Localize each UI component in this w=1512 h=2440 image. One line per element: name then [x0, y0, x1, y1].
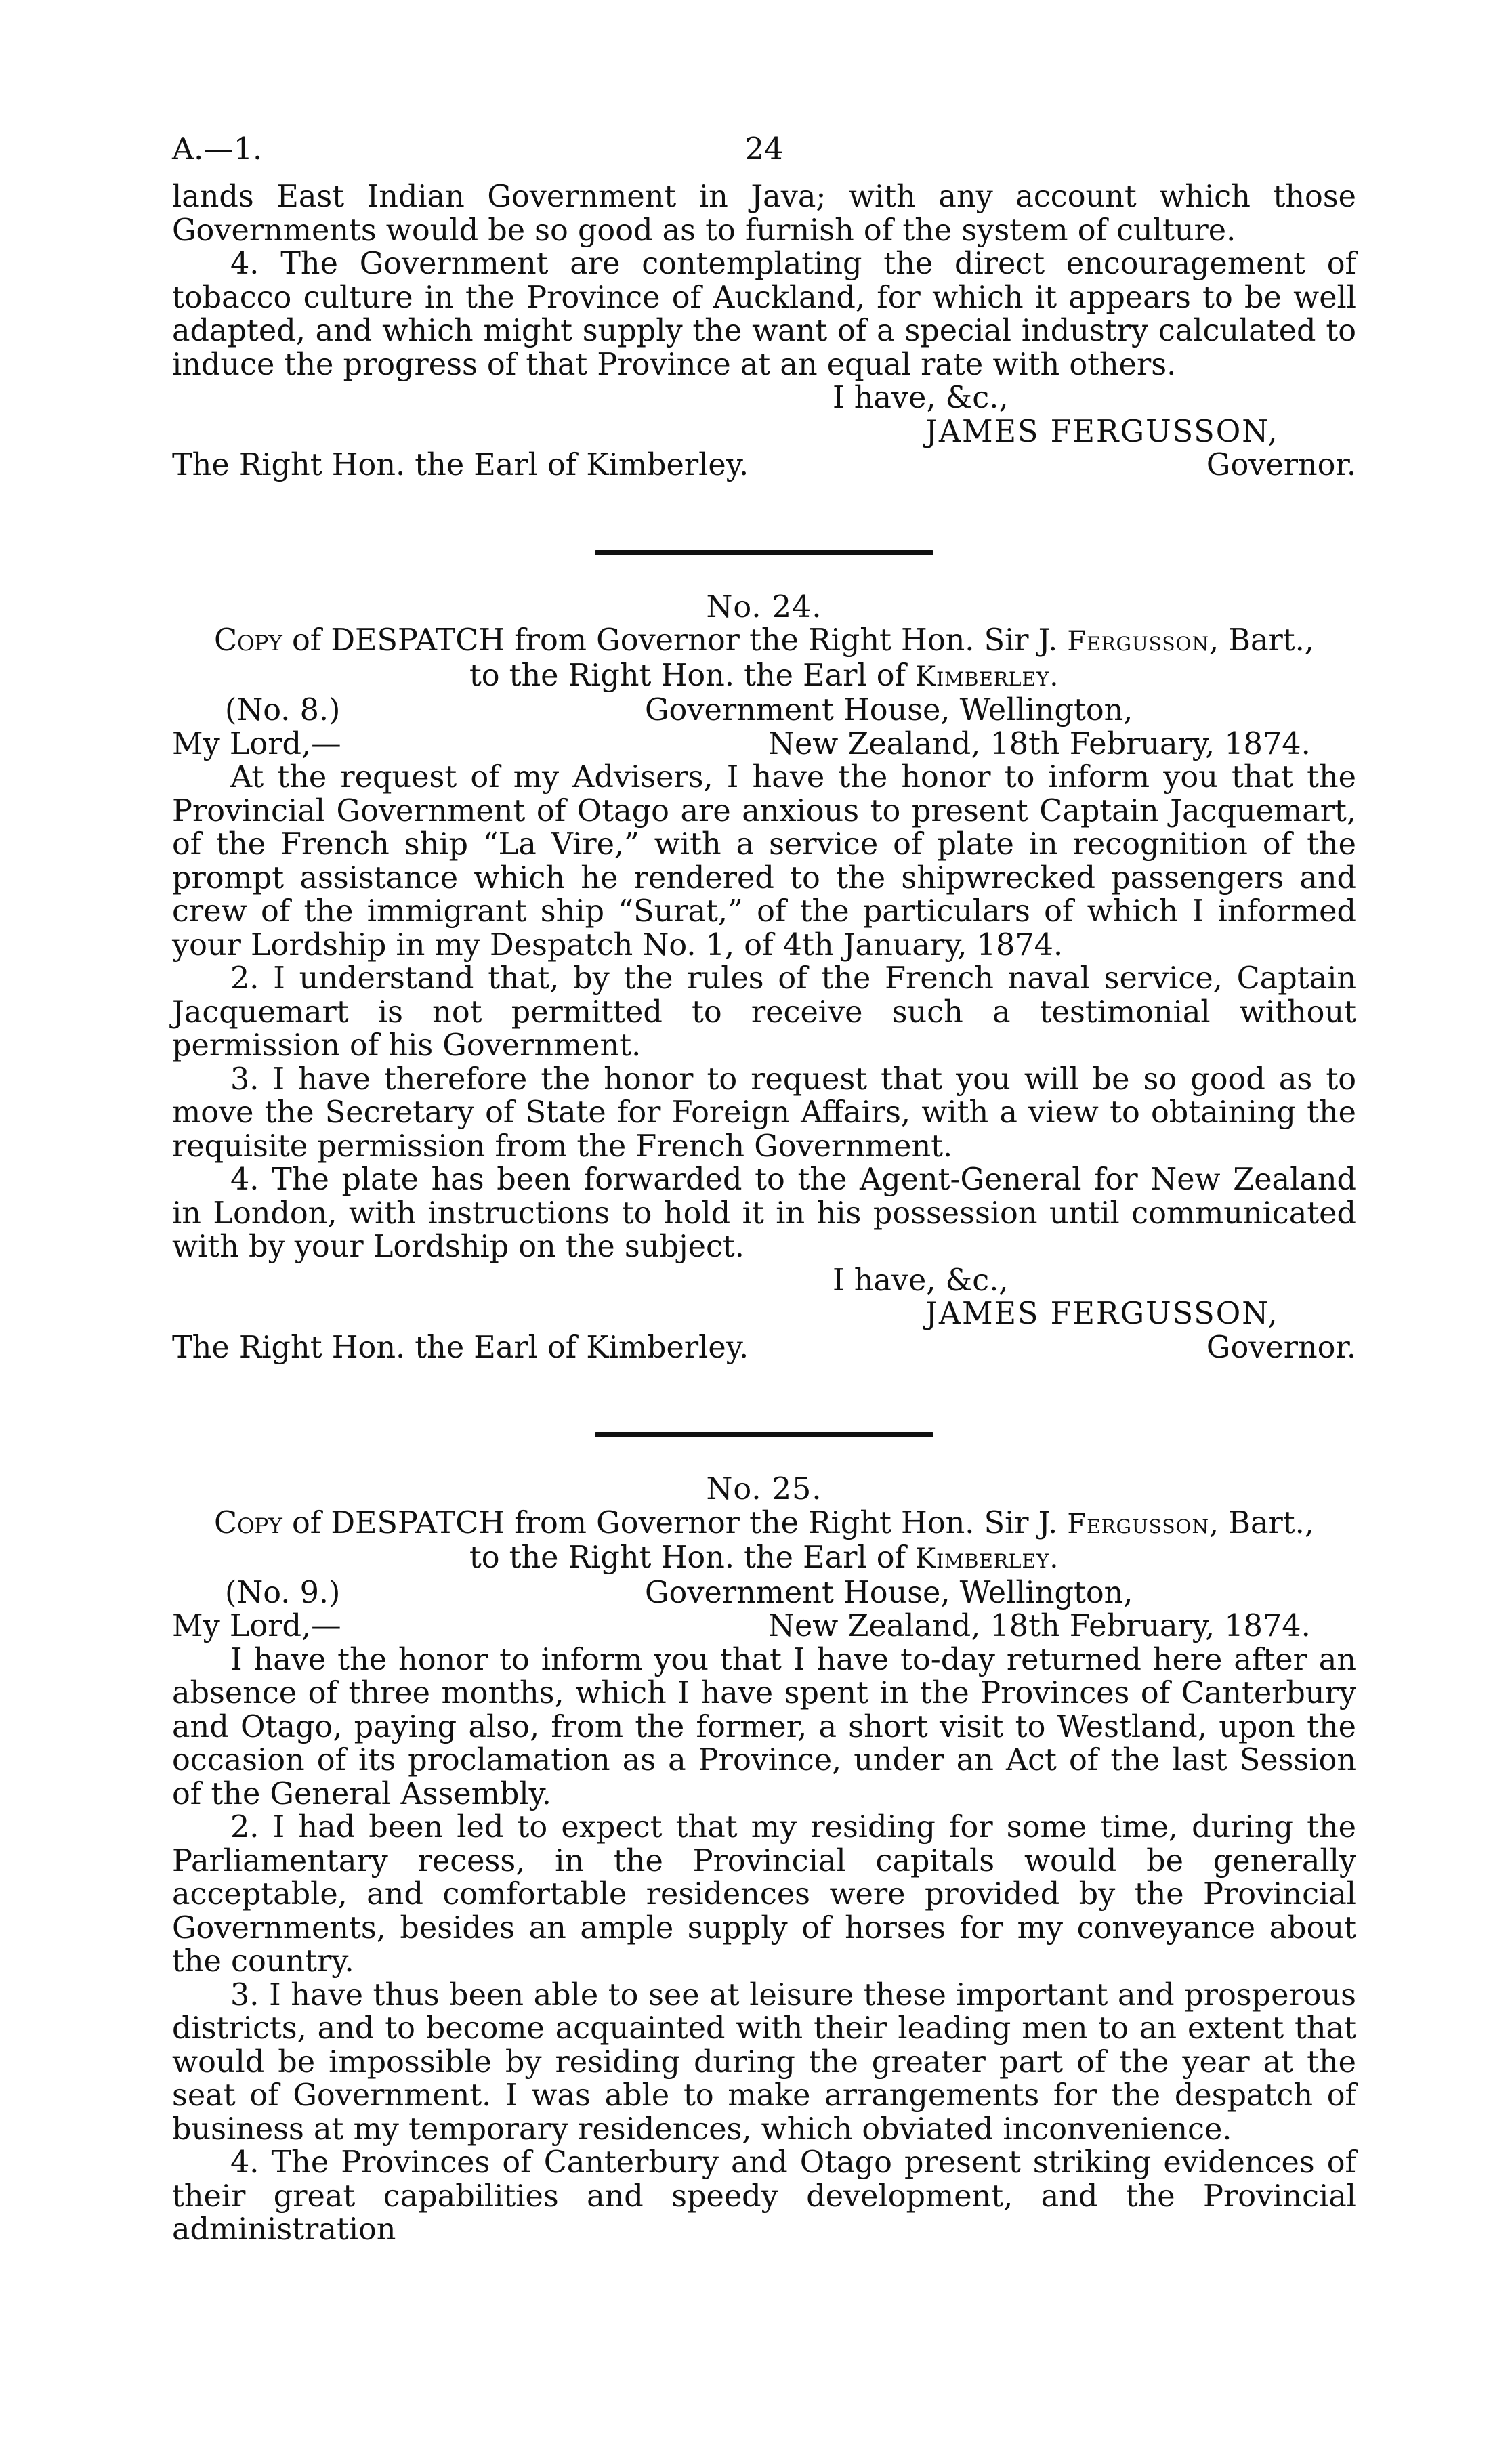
despatch-place: Government House, Wellington,: [645, 1575, 1133, 1610]
salutation-date-line: [172, 1610, 1356, 1643]
addressee-row: [172, 448, 1356, 482]
paragraph: 2. I understand that, by the rules of the French naval service, Captain Jacquemart is not permitted to receive such a testimonial without permission of his Government.: [172, 961, 1356, 1063]
title-main: of DESPATCH from Governor the Right Hon. Sir J.: [282, 623, 1068, 658]
despatch-title: [172, 1507, 1356, 1542]
title-lead: Copy: [214, 1505, 282, 1540]
signer-name: JAMES FERGUSSON,: [925, 1297, 1279, 1331]
despatch-number: No. 24.: [706, 589, 822, 625]
title-line2-lead: to the Right Hon. the Earl of: [469, 1540, 916, 1575]
closing: I have, &c.,: [833, 381, 1009, 415]
series-label: A.—1.: [172, 132, 263, 167]
paragraph: I have the honor to inform you that I have to-day returned here after an absence of three months, which I have spent in the Provinces of Canterbury and Otago, paying also, from the former, a short visit to Westland, upon the occasion of its proclamation as a Province, under an Act of the last Session of the General Assembly.: [172, 1642, 1356, 1811]
salutation-date-line: [172, 728, 1356, 761]
title-name: Fergusson: [1067, 1508, 1209, 1540]
closing: I have, &c.,: [833, 1263, 1009, 1298]
ref-place-line: [172, 1576, 1356, 1610]
paragraph: 4. The plate has been forwarded to the Agent-General for New Zealand in London, with instructions to hold it in his possession until communicated with by your Lordship on the subject.: [172, 1162, 1356, 1264]
section-divider: [595, 550, 933, 555]
section-divider: [595, 1432, 933, 1437]
title-line2-lead: to the Right Hon. the Earl of: [469, 658, 916, 693]
paragraph: 4. The Provinces of Canterbury and Otago present striking evidences of their great capabilities and speedy development, and the Provincial administration: [172, 2145, 1356, 2247]
previous-despatch-continuation: [172, 180, 1356, 482]
paragraph: 3. I have therefore the honor to request that you will be so good as to move the Secretary of State for Foreign Affairs, with a view to obtaining the requisite permission from the French Government.: [172, 1061, 1356, 1164]
despatch-25: [172, 1473, 1356, 2247]
title-name: Fergusson: [1067, 626, 1209, 657]
paragraph: 2. I had been led to expect that my residing for some time, during the Parliamentary recess, in the Provincial capitals would be generally acceptable, and comfortable residences were provided by the Provincial Governments, besides an ample supply of horses for my conveyance about the country.: [172, 1810, 1356, 1979]
despatch-place: Government House, Wellington,: [645, 693, 1133, 728]
despatch-title-line2: [172, 1541, 1356, 1576]
despatch-title: [172, 624, 1356, 659]
addressee: The Right Hon. the Earl of Kimberley.: [172, 1330, 749, 1365]
addressee: The Right Hon. the Earl of Kimberley.: [172, 448, 749, 482]
signer-name: JAMES FERGUSSON,: [925, 414, 1279, 449]
paragraph: At the request of my Advisers, I have the honor to inform you that the Provincial Government of Otago are anxious to present Captain Jacquemart, of the French ship “La Vire,” with a service of plate in recognition of the prompt assistance which he rendered to the shipwrecked passengers and crew of the immigrant ship “Surat,” of the particulars of which I informed your Lordship in my Despatch No. 1, of 4th January, 1874.: [172, 760, 1356, 963]
title-lead: Copy: [214, 623, 282, 658]
paragraph: 3. I have thus been able to see at leisure these important and prosperous districts, and to become acquainted with their leading men to an extent that would be impossible by residing during the greater part of the year at the seat of Government. I was able to make arrangements for the despatch of business at my temporary residences, which obviated inconvenience.: [172, 1977, 1356, 2147]
despatch-24: [172, 591, 1356, 1365]
salutation: My Lord,—: [172, 726, 341, 761]
despatch-number: No. 25.: [706, 1472, 822, 1507]
ref-place-line: [172, 694, 1356, 728]
despatch-date: New Zealand, 18th February, 1874.: [768, 726, 1311, 761]
title-line2-name: Kimberley.: [915, 1543, 1059, 1574]
title-main: of DESPATCH from Governor the Right Hon. Sir J.: [282, 1505, 1068, 1540]
despatch-ref: (No. 8.): [225, 693, 341, 728]
paragraph: 4. The Government are contemplating the direct encouragement of tobacco culture in the Province of Auckland, for which it appears to be well adapted, and which might supply the want of a special industry calculated to induce the progress of that Province at an equal rate with others.: [172, 247, 1356, 382]
despatch-title-line2: [172, 659, 1356, 694]
running-header: [172, 133, 1356, 180]
salutation: My Lord,—: [172, 1609, 341, 1643]
addressee-row: [172, 1331, 1356, 1365]
title-line2-name: Kimberley.: [915, 660, 1059, 692]
title-tail: , Bart.,: [1209, 1505, 1314, 1540]
page-number: 24: [744, 132, 784, 167]
paragraph: lands East Indian Government in Java; with any account which those Governments would be so good as to furnish of the system of culture.: [172, 180, 1356, 248]
despatch-date: New Zealand, 18th February, 1874.: [768, 1609, 1311, 1643]
signer-title: Governor.: [1206, 1330, 1356, 1365]
despatch-ref: (No. 9.): [225, 1575, 341, 1610]
title-tail: , Bart.,: [1209, 623, 1314, 658]
document-page: [172, 133, 1356, 2247]
signer-title: Governor.: [1206, 448, 1356, 482]
